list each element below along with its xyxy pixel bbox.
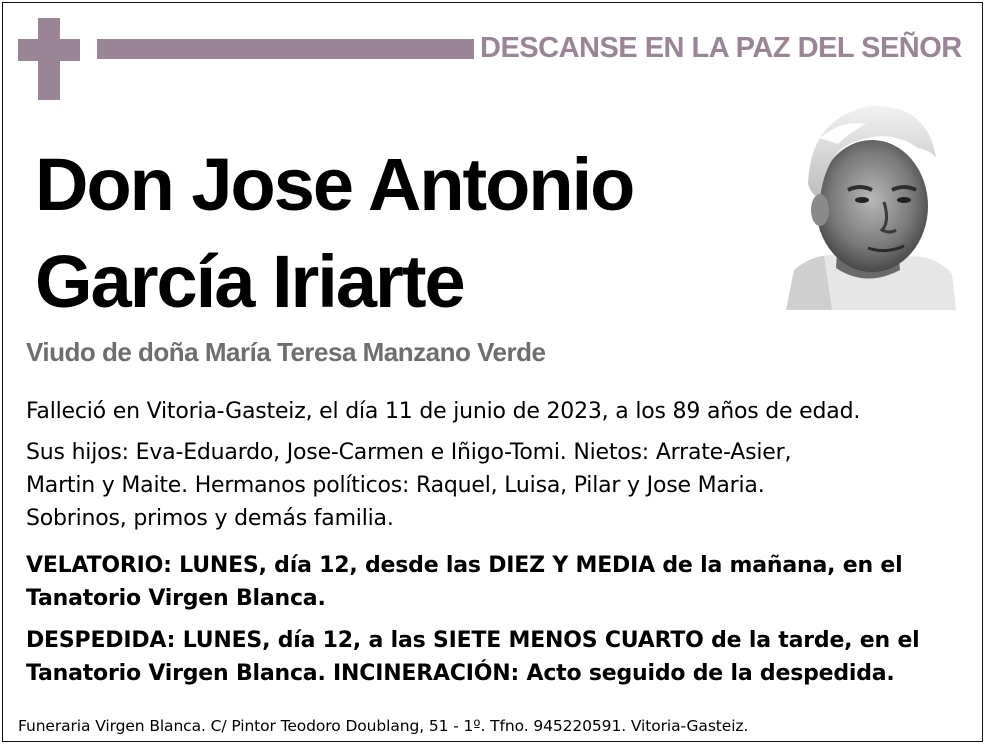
name-line-1: Don Jose Antonio	[35, 143, 634, 226]
despedida-paragraph	[26, 624, 920, 690]
despedida-line-2: Tanatorio Virgen Blanca. INCINERACIÓN: Acto seguido de la despedida.	[26, 661, 895, 686]
deceased-name	[35, 136, 633, 330]
funeral-home-footer: Funeraria Virgen Blanca. C/ Pintor Teodoro Doublang, 51 - 1º. Tfno. 945220591. Vitoria-Gasteiz.	[18, 717, 749, 735]
despedida-line-1: DESPEDIDA: LUNES, día 12, a las SIETE MENOS CUARTO de la tarde, en el	[26, 628, 920, 653]
header-text: DESCANSE EN LA PAZ DEL SEÑOR	[480, 32, 962, 64]
widow-line: Viudo de doña María Teresa Manzano Verde	[26, 337, 546, 367]
death-notice: Falleció en Vitoria-Gasteiz, el día 11 de junio de 2023, a los 89 años de edad.	[26, 399, 861, 424]
velatorio-paragraph	[26, 549, 902, 615]
family-line-3: Sobrinos, primos y demás familia.	[26, 506, 394, 531]
portrait-photo	[780, 98, 956, 310]
family-line-2: Martin y Maite. Hermanos políticos: Raquel, Luisa, Pilar y Jose Maria.	[26, 473, 765, 498]
family-paragraph	[26, 436, 791, 535]
name-line-2: García Iriarte	[35, 240, 464, 323]
velatorio-line-1: VELATORIO: LUNES, día 12, desde las DIEZ Y MEDIA de la mañana, en el	[26, 553, 903, 578]
header-rule	[97, 39, 474, 59]
family-line-1: Sus hijos: Eva-Eduardo, Jose-Carmen e Iñigo-Tomi. Nietos: Arrate-Asier,	[26, 440, 792, 465]
velatorio-line-2: Tanatorio Virgen Blanca.	[26, 586, 326, 611]
